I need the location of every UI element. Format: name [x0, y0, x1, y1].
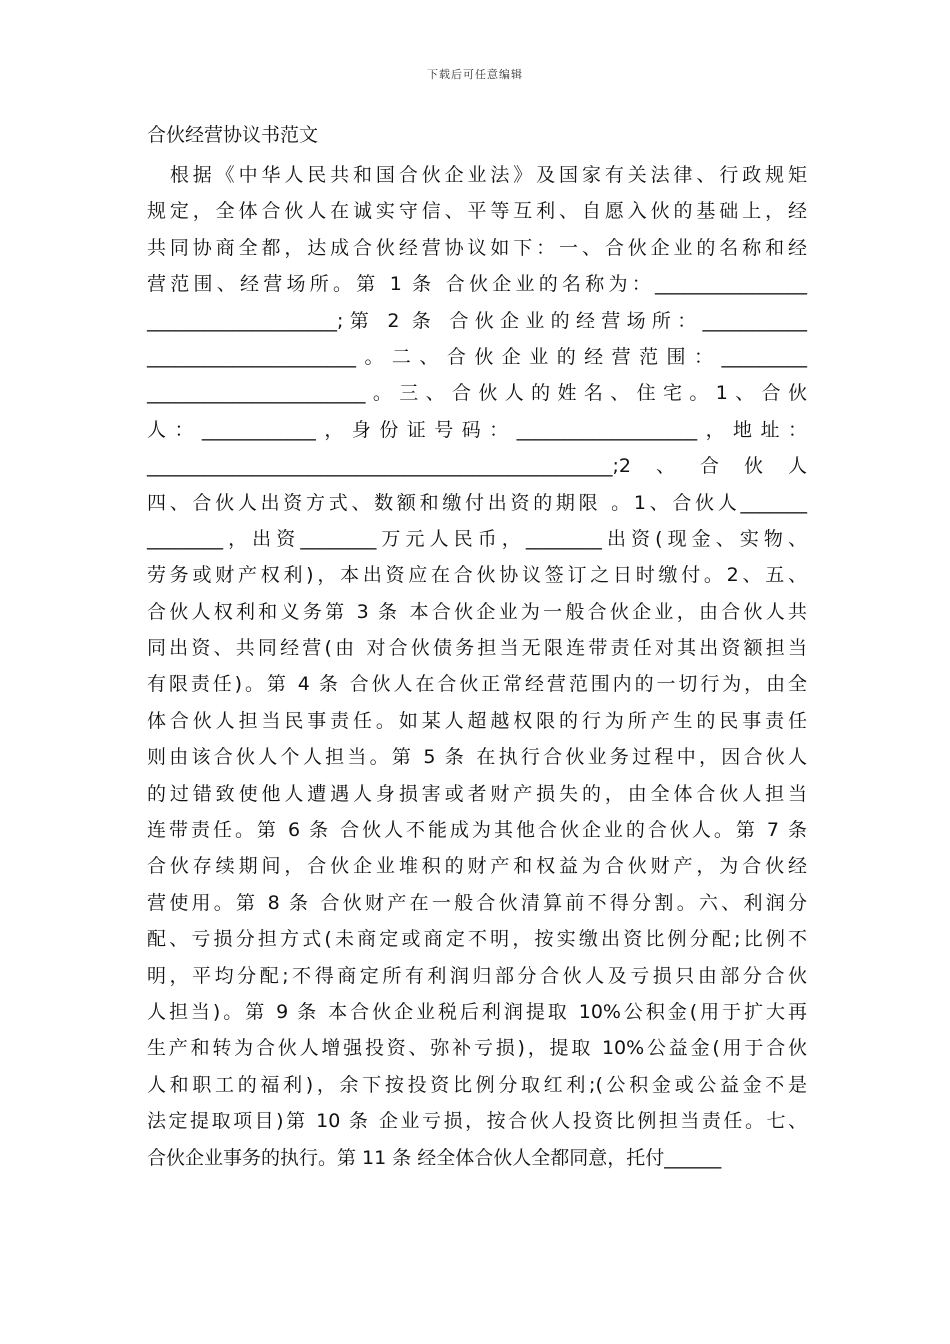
body-line: 配、亏损分担方式(未商定或商定不明，按实缴出资比例分配;比例不	[147, 928, 807, 951]
body-line: 合伙人权利和义务第 3 条 本合伙企业为一般合伙企业，由合伙人共	[147, 600, 807, 623]
body-line: 人和职工的福利)，余下按投资比例分取红利;(公积金或公益金不是	[147, 1073, 807, 1096]
body-line: 的过错致使他人遭遇人身损害或者财产损失的，由全体合伙人担当	[147, 782, 807, 805]
body-line: 营使用。第 8 条 合伙财产在一般合伙清算前不得分割。六、利润分	[147, 891, 807, 914]
body-line: 法定提取项目)第 10 条 企业亏损，按合伙人投资比例担当责任。七、	[147, 1110, 807, 1133]
body-line: 同出资、共同经营(由 对合伙债务担当无限连带责任对其出资额担当	[147, 637, 807, 660]
body-line: 合伙企业事务的执行。第 11 条 经全体合伙人全都同意，托付______	[147, 1146, 722, 1169]
document-body	[147, 157, 807, 1176]
body-line: 则由该合伙人个人担当。第 5 条 在执行合伙业务过程中，因合伙人	[147, 746, 807, 769]
body-line: 明，平均分配;不得商定所有利润归部分合伙人及亏损只由部分合伙	[147, 964, 807, 987]
body-line: 共同协商全都，达成合伙经营协议如下：一、合伙企业的名称和经	[147, 236, 807, 259]
body-line: 合伙存续期间，合伙企业堆积的财产和权益为合伙财产，为合伙经	[147, 855, 807, 878]
body-line: ____________________;第 2 条 合伙企业的经营场所：___________	[147, 309, 807, 332]
body-line: 四、合伙人出资方式、数额和缴付出资的期限 。1、合伙人_______	[147, 491, 807, 514]
body-line: 有限责任)。第 4 条 合伙人在合伙正常经营范围内的一切行为，由全	[147, 673, 807, 696]
body-line: ________，出资________万元人民币，________出资(现金、实物、	[147, 527, 807, 550]
body-line: 体合伙人担当民事责任。如某人超越权限的行为所产生的民事责任	[147, 709, 807, 732]
body-line: 人担当)。第 9 条 本合伙企业税后利润提取 10%公积金(用于扩大再	[147, 1000, 807, 1023]
body-line: ______________________。二、合伙企业的经营范围：_________	[147, 345, 807, 368]
body-line: 根据《中华人民共和国合伙企业法》及国家有关法律、行政规矩	[147, 164, 807, 186]
document-title: 合伙经营协议书范文	[147, 124, 319, 146]
body-line: _______________________。三、合伙人的姓名、住宅。1、合伙	[147, 382, 807, 405]
body-line: 劳务或财产权利)，本出资应在合伙协议签订之日时缴付。2、五、	[147, 564, 807, 587]
body-line: 生产和转为合伙人增强投资、弥补亏损)，提取 10%公益金(用于合伙	[147, 1037, 807, 1060]
body-line: 人：____________，身份证号码：___________________，地址：	[147, 418, 807, 441]
body-line: 规定，全体合伙人在诚实守信、平等互利、自愿入伙的基础上，经	[147, 200, 807, 223]
body-line: _________________________________________________;2、合伙人	[147, 455, 807, 478]
body-line: 营范围、经营场所。第 1 条 合伙企业的名称为：________________	[147, 273, 807, 296]
page-header-note: 下载后可任意编辑	[427, 68, 523, 81]
body-line: 连带责任。第 6 条 合伙人不能成为其他合伙企业的合伙人。第 7 条	[147, 819, 807, 842]
